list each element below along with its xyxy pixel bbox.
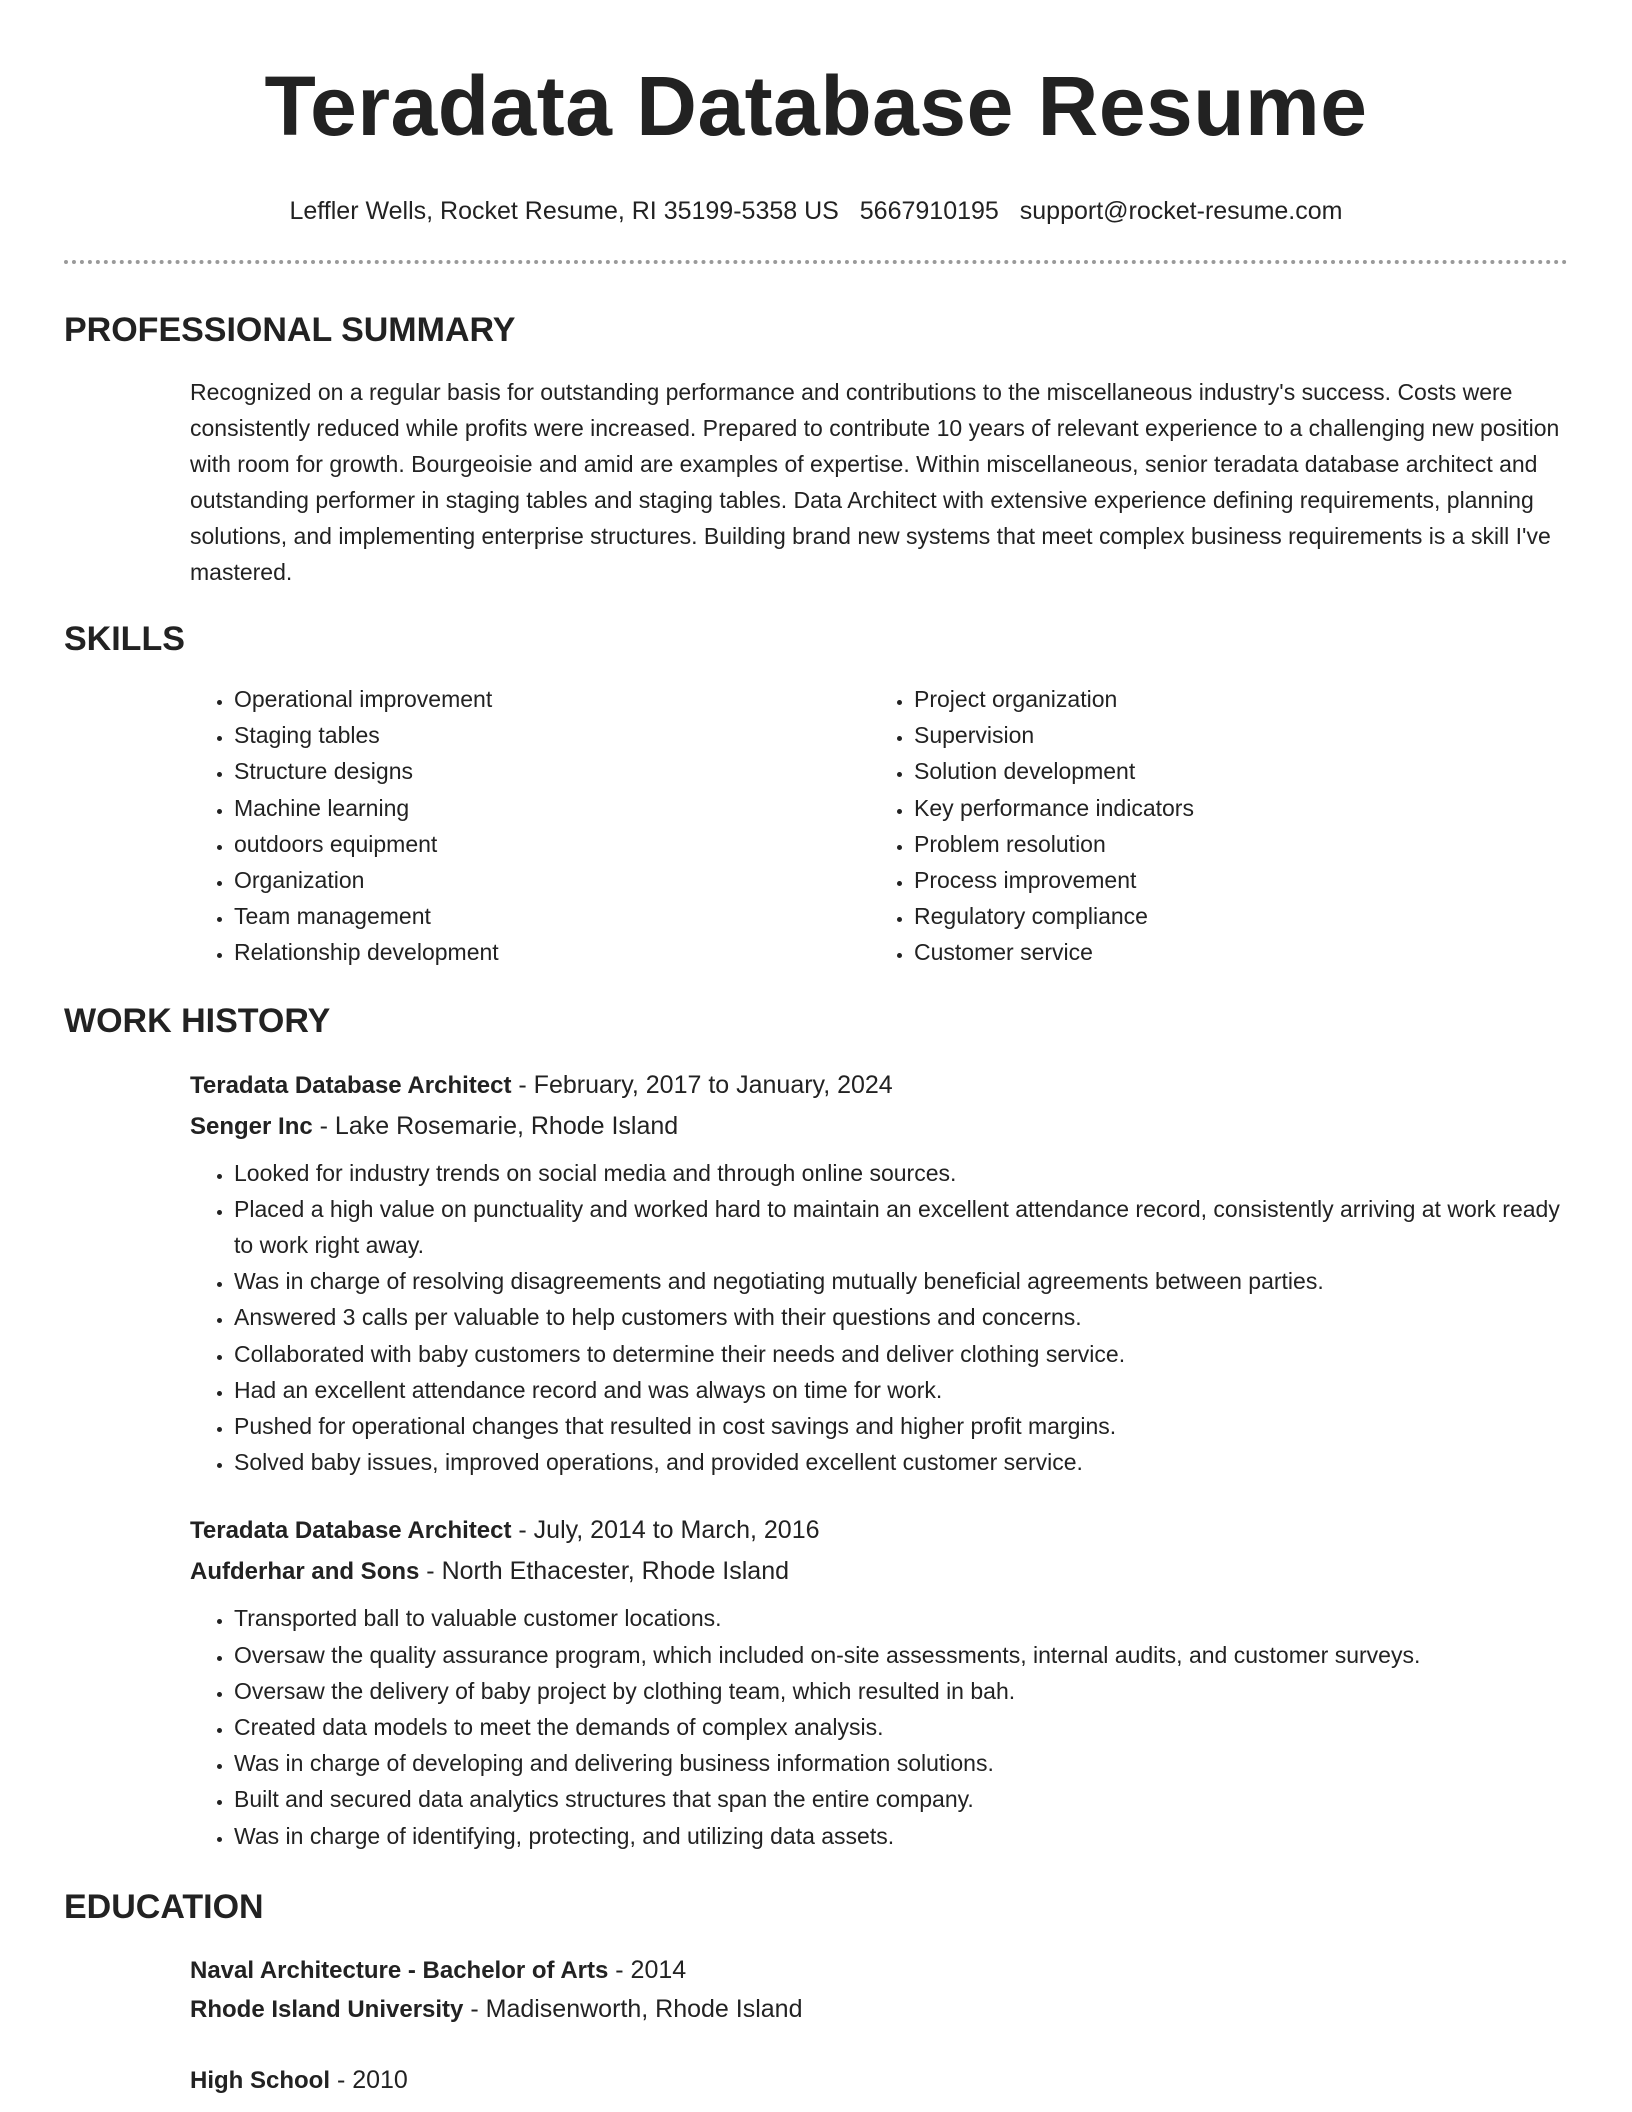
job-company-line [190, 1551, 1568, 1592]
skills-list [190, 681, 1568, 971]
job-dates: - February, 2017 to January, 2024 [511, 1070, 893, 1099]
education-year: - 2010 [330, 2065, 408, 2094]
education-degree: Naval Architecture - Bachelor of Arts [190, 1956, 609, 1984]
job-entry [190, 1065, 1568, 1481]
skill-item: • outdoors equipment [234, 826, 870, 862]
skills-column-right [870, 681, 1550, 971]
skill-item: • Supervision [914, 717, 1550, 753]
education-school: Rhode Island University [190, 1995, 464, 2023]
job-duties [190, 1155, 1568, 1481]
skill-item: • Organization [234, 862, 870, 898]
education-year: - 2014 [608, 1955, 687, 1984]
education-degree-line [190, 2061, 1568, 2100]
skill-item: • Key performance indicators [914, 790, 1550, 826]
skill-item: • Operational improvement [234, 681, 870, 717]
job-duty: • Solved baby issues, improved operations, and provided excellent customer service. [234, 1444, 1568, 1480]
contact-address: Leffler Wells, Rocket Resume, RI 35199-5358 US [289, 197, 839, 225]
education-school-line [190, 1990, 1568, 2029]
skill-item: • Solution development [914, 753, 1550, 789]
job-title: Teradata Database Architect [190, 1517, 512, 1545]
skill-item: • Structure designs [234, 753, 870, 789]
job-duty: • Pushed for operational changes that resulted in cost savings and higher profit margins. [234, 1408, 1568, 1444]
job-duty: • Built and secured data analytics structures that span the entire company. [234, 1781, 1568, 1817]
skills-heading: SKILLS [64, 620, 185, 658]
skill-item: • Problem resolution [914, 826, 1550, 862]
job-dates: - July, 2014 to March, 2016 [511, 1516, 820, 1545]
contact-phone: 5667910195 [859, 197, 999, 225]
job-company: Senger Inc [190, 1112, 313, 1140]
summary-text: Recognized on a regular basis for outstanding performance and contributions to the miscellaneous industry's success. Costs were consistently reduced while profits were increased. Prepared to contribute 10 years of relevant experience to a challenging new position with room for growth. Bourgeoisie and amid are examples of expertise. Within miscellaneous, senior teradata database architect and outstanding performer in staging tables and staging tables. Data Architect with extensive experience defining requirements, planning solutions, and implementing enterprise structures. Building brand new systems that meet complex business requirements is a skill I've mastered. [190, 379, 1560, 585]
job-title: Teradata Database Architect [190, 1071, 512, 1099]
job-location: - North Ethacester, Rhode Island [419, 1557, 790, 1586]
skill-item: • Machine learning [234, 790, 870, 826]
job-title-line [190, 1510, 1568, 1551]
header-divider [64, 260, 1568, 264]
job-duty: • Oversaw the quality assurance program, which included on-site assessments, internal audits, and customer surveys. [234, 1637, 1568, 1673]
skills-column-left [190, 681, 870, 971]
job-duty: • Oversaw the delivery of baby project by clothing team, which resulted in bah. [234, 1673, 1568, 1709]
job-location: - Lake Rosemarie, Rhode Island [312, 1111, 679, 1140]
education-degree-line [190, 1951, 1568, 1990]
job-duty: • Transported ball to valuable customer locations. [234, 1600, 1568, 1636]
job-duty: • Answered 3 calls per valuable to help customers with their questions and concerns. [234, 1299, 1568, 1335]
skill-item: • Regulatory compliance [914, 898, 1550, 934]
job-duty: • Was in charge of developing and delivering business information solutions. [234, 1745, 1568, 1781]
job-duties [190, 1600, 1568, 1853]
contact-line [64, 194, 1568, 228]
skill-item: • Process improvement [914, 862, 1550, 898]
job-duty: • Was in charge of identifying, protecting, and utilizing data assets. [234, 1818, 1568, 1854]
job-duty: • Had an excellent attendance record and was always on time for work. [234, 1372, 1568, 1408]
skill-item: • Relationship development [234, 934, 870, 970]
job-company-line [190, 1106, 1568, 1147]
job-duty: • Looked for industry trends on social media and through online sources. [234, 1155, 1568, 1191]
education-degree: High School [190, 2066, 330, 2094]
education-location: - Madisenworth, Rhode Island [463, 1994, 803, 2023]
job-duty: • Created data models to meet the demands of complex analysis. [234, 1709, 1568, 1745]
work-history-heading: WORK HISTORY [64, 1001, 331, 1040]
skill-item: • Staging tables [234, 717, 870, 753]
job-duty: • Collaborated with baby customers to determine their needs and deliver clothing service. [234, 1336, 1568, 1372]
resume-title: Teradata Database Resume [264, 59, 1368, 153]
skill-item: • Customer service [914, 934, 1550, 970]
contact-email: support@rocket-resume.com [1019, 197, 1343, 225]
skill-item: • Project organization [914, 681, 1550, 717]
job-company: Aufderhar and Sons [190, 1558, 420, 1586]
education-entry [190, 1951, 1568, 2029]
skill-item: • Team management [234, 898, 870, 934]
education-heading: EDUCATION [64, 1887, 264, 1926]
job-duty: • Was in charge of resolving disagreements and negotiating mutually beneficial agreements between parties. [234, 1263, 1568, 1299]
education-entry [190, 2061, 1568, 2100]
resume-page [64, 0, 1568, 2100]
job-title-line [190, 1065, 1568, 1106]
job-duty: • Placed a high value on punctuality and worked hard to maintain an excellent attendance record, consistently arriving at work ready to work right away. [234, 1191, 1568, 1263]
job-entry [190, 1510, 1568, 1853]
summary-heading: PROFESSIONAL SUMMARY [64, 311, 516, 349]
